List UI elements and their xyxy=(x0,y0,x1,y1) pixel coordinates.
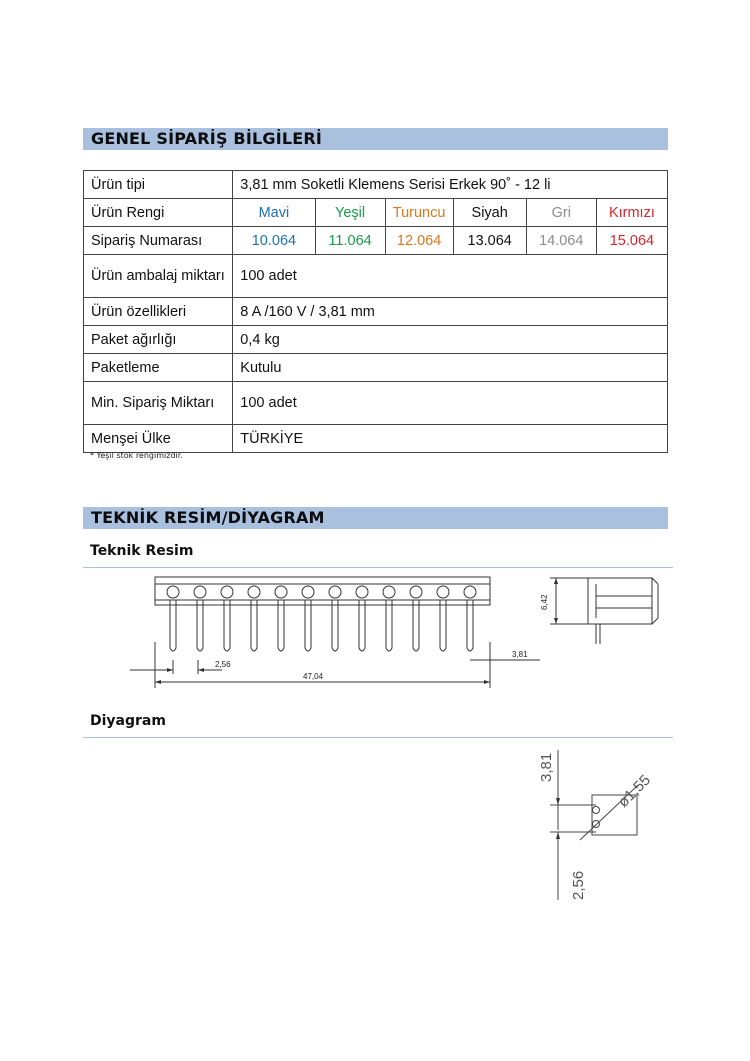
section-header-technical xyxy=(83,507,668,529)
features-value: 8 A /160 V / 3,81 mm xyxy=(233,298,668,326)
diagram-dim-hole: ø1,55 xyxy=(614,771,654,811)
row-label: Menşei Ülke xyxy=(84,425,233,453)
table-row xyxy=(84,425,668,453)
packaging-value: Kutulu xyxy=(233,354,668,382)
row-label: Ürün Rengi xyxy=(84,199,233,227)
diagram-dim-top: 3,81 xyxy=(538,752,555,782)
dim-pitch: 2,56 xyxy=(215,660,231,669)
weight-value: 0,4 kg xyxy=(233,326,668,354)
dim-length: 47,04 xyxy=(303,672,324,681)
pcb-diagram xyxy=(520,740,670,910)
color-name-cell: Siyah xyxy=(453,199,526,227)
table-row xyxy=(84,171,668,199)
subheading-technical-drawing: Teknik Resim xyxy=(90,543,194,559)
table-row xyxy=(84,298,668,326)
row-label: Paketleme xyxy=(84,354,233,382)
origin-value: TÜRKİYE xyxy=(233,425,668,453)
table-row xyxy=(84,227,668,255)
order-code-cell: 11.064 xyxy=(315,227,385,255)
color-name-cell: Gri xyxy=(526,199,596,227)
color-name-cell: Yeşil xyxy=(315,199,385,227)
order-code-cell: 13.064 xyxy=(453,227,526,255)
footnote: * Yeşil stok rengimizdir. xyxy=(90,451,183,460)
package-qty-value: 100 adet xyxy=(233,255,668,298)
order-code-cell: 15.064 xyxy=(596,227,667,255)
row-label: Ürün ambalaj miktarı xyxy=(84,255,233,298)
order-code-cell: 10.064 xyxy=(233,227,315,255)
divider xyxy=(83,567,673,568)
order-info-table xyxy=(83,170,668,453)
diagram-dim-bottom: 2,56 xyxy=(570,870,587,900)
section-header-general xyxy=(83,128,668,150)
table-row xyxy=(84,382,668,425)
table-row xyxy=(84,199,668,227)
technical-drawing xyxy=(110,570,670,700)
subheading-diagram: Diyagram xyxy=(90,713,166,729)
order-code-cell: 12.064 xyxy=(385,227,453,255)
section-title: GENEL SİPARİŞ BİLGİLERİ xyxy=(91,129,323,148)
dim-height: 6,42 xyxy=(540,594,549,610)
color-name-cell: Turuncu xyxy=(385,199,453,227)
divider xyxy=(83,737,673,738)
order-code-cell: 14.064 xyxy=(526,227,596,255)
table-row xyxy=(84,354,668,382)
dim-right: 3,81 xyxy=(512,650,528,659)
row-label: Paket ağırlığı xyxy=(84,326,233,354)
product-type-value: 3,81 mm Soketli Klemens Serisi Erkek 90˚ - 12 li xyxy=(233,171,668,199)
row-label: Min. Sipariş Miktarı xyxy=(84,382,233,425)
row-label: Ürün özellikleri xyxy=(84,298,233,326)
section-title: TEKNİK RESİM/DİYAGRAM xyxy=(91,508,325,527)
table-row xyxy=(84,326,668,354)
color-name-cell: Mavi xyxy=(233,199,315,227)
row-label: Ürün tipi xyxy=(84,171,233,199)
color-name-cell: Kırmızı xyxy=(596,199,667,227)
min-order-value: 100 adet xyxy=(233,382,668,425)
row-label: Sipariş Numarası xyxy=(84,227,233,255)
table-row xyxy=(84,255,668,298)
